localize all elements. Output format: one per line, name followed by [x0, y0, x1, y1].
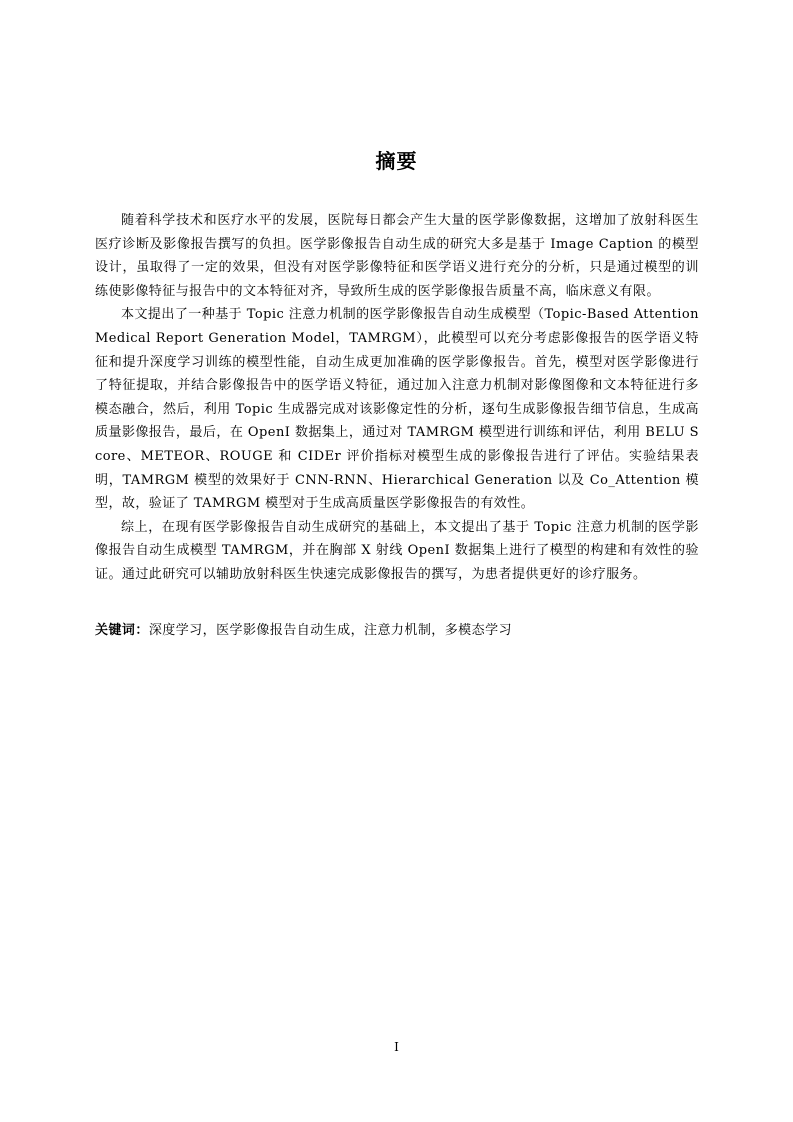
keywords-text: 深度学习，医学影像报告自动生成，注意力机制，多模态学习: [148, 623, 512, 638]
abstract-paragraph-2: 本文提出了一种基于 Topic 注意力机制的医学影像报告自动生成模型（Topic-Based Attention Medical Report Generation Model，TAMRGM），此模型可以充分考虑影像报告的医学语义特征和提升深度学习训练的模型性能，自动生成更加准确的医学影像报告。首先，模型对医学影像进行了特征提取，并结合影像报告中的医学语义特征，通过加入注意力机制对影像图像和文本特征进行多模态融合，然后，利用 Topic 生成器完成对该影像定性的分析，逐句生成影像报告细节信息，生成高质量影像报告，最后，在 OpenI 数据集上，通过对 TAMRGM 模型进行训练和评估，利用 BELU Score、METEOR、ROUGE 和 CIDEr 评价指标对模型生成的影像报告进行了评估。实验结果表明，TAMRGM 模型的效果好于 CNN-RNN、Hierarchical Generation 以及 Co_Attention 模型，故，验证了 TAMRGM 模型对于生成高质量医学影像报告的有效性。: [95, 307, 699, 512]
abstract-body: [95, 209, 699, 587]
keywords-label: 关键词：: [95, 623, 149, 638]
page-number: I: [394, 1040, 399, 1054]
abstract-paragraph-1: 随着科学技术和医疗水平的发展，医院每日都会产生大量的医学影像数据，这增加了放射科医生医疗诊断及影像报告撰写的负担。医学影像报告自动生成的研究大多是基于 Image Caption 的模型设计，虽取得了一定的效果，但没有对医学影像特征和医学语义进行充分的分析，只是通过模型的训练使影像特征与报告中的文本特征对齐，导致所生成的医学影像报告质量不高，临床意义有限。: [95, 213, 699, 299]
abstract-title: 摘要: [375, 149, 418, 173]
keywords-line: [95, 620, 699, 642]
abstract-paragraph-3: 综上，在现有医学影像报告自动生成研究的基础上，本文提出了基于 Topic 注意力机制的医学影像报告自动生成模型 TAMRGM，并在胸部 X 射线 OpenI 数据集上进行了模型的构建和有效性的验证。通过此研究可以辅助放射科医生快速完成影像报告的撰写，为患者提供更好的诊疗服务。: [95, 519, 699, 582]
